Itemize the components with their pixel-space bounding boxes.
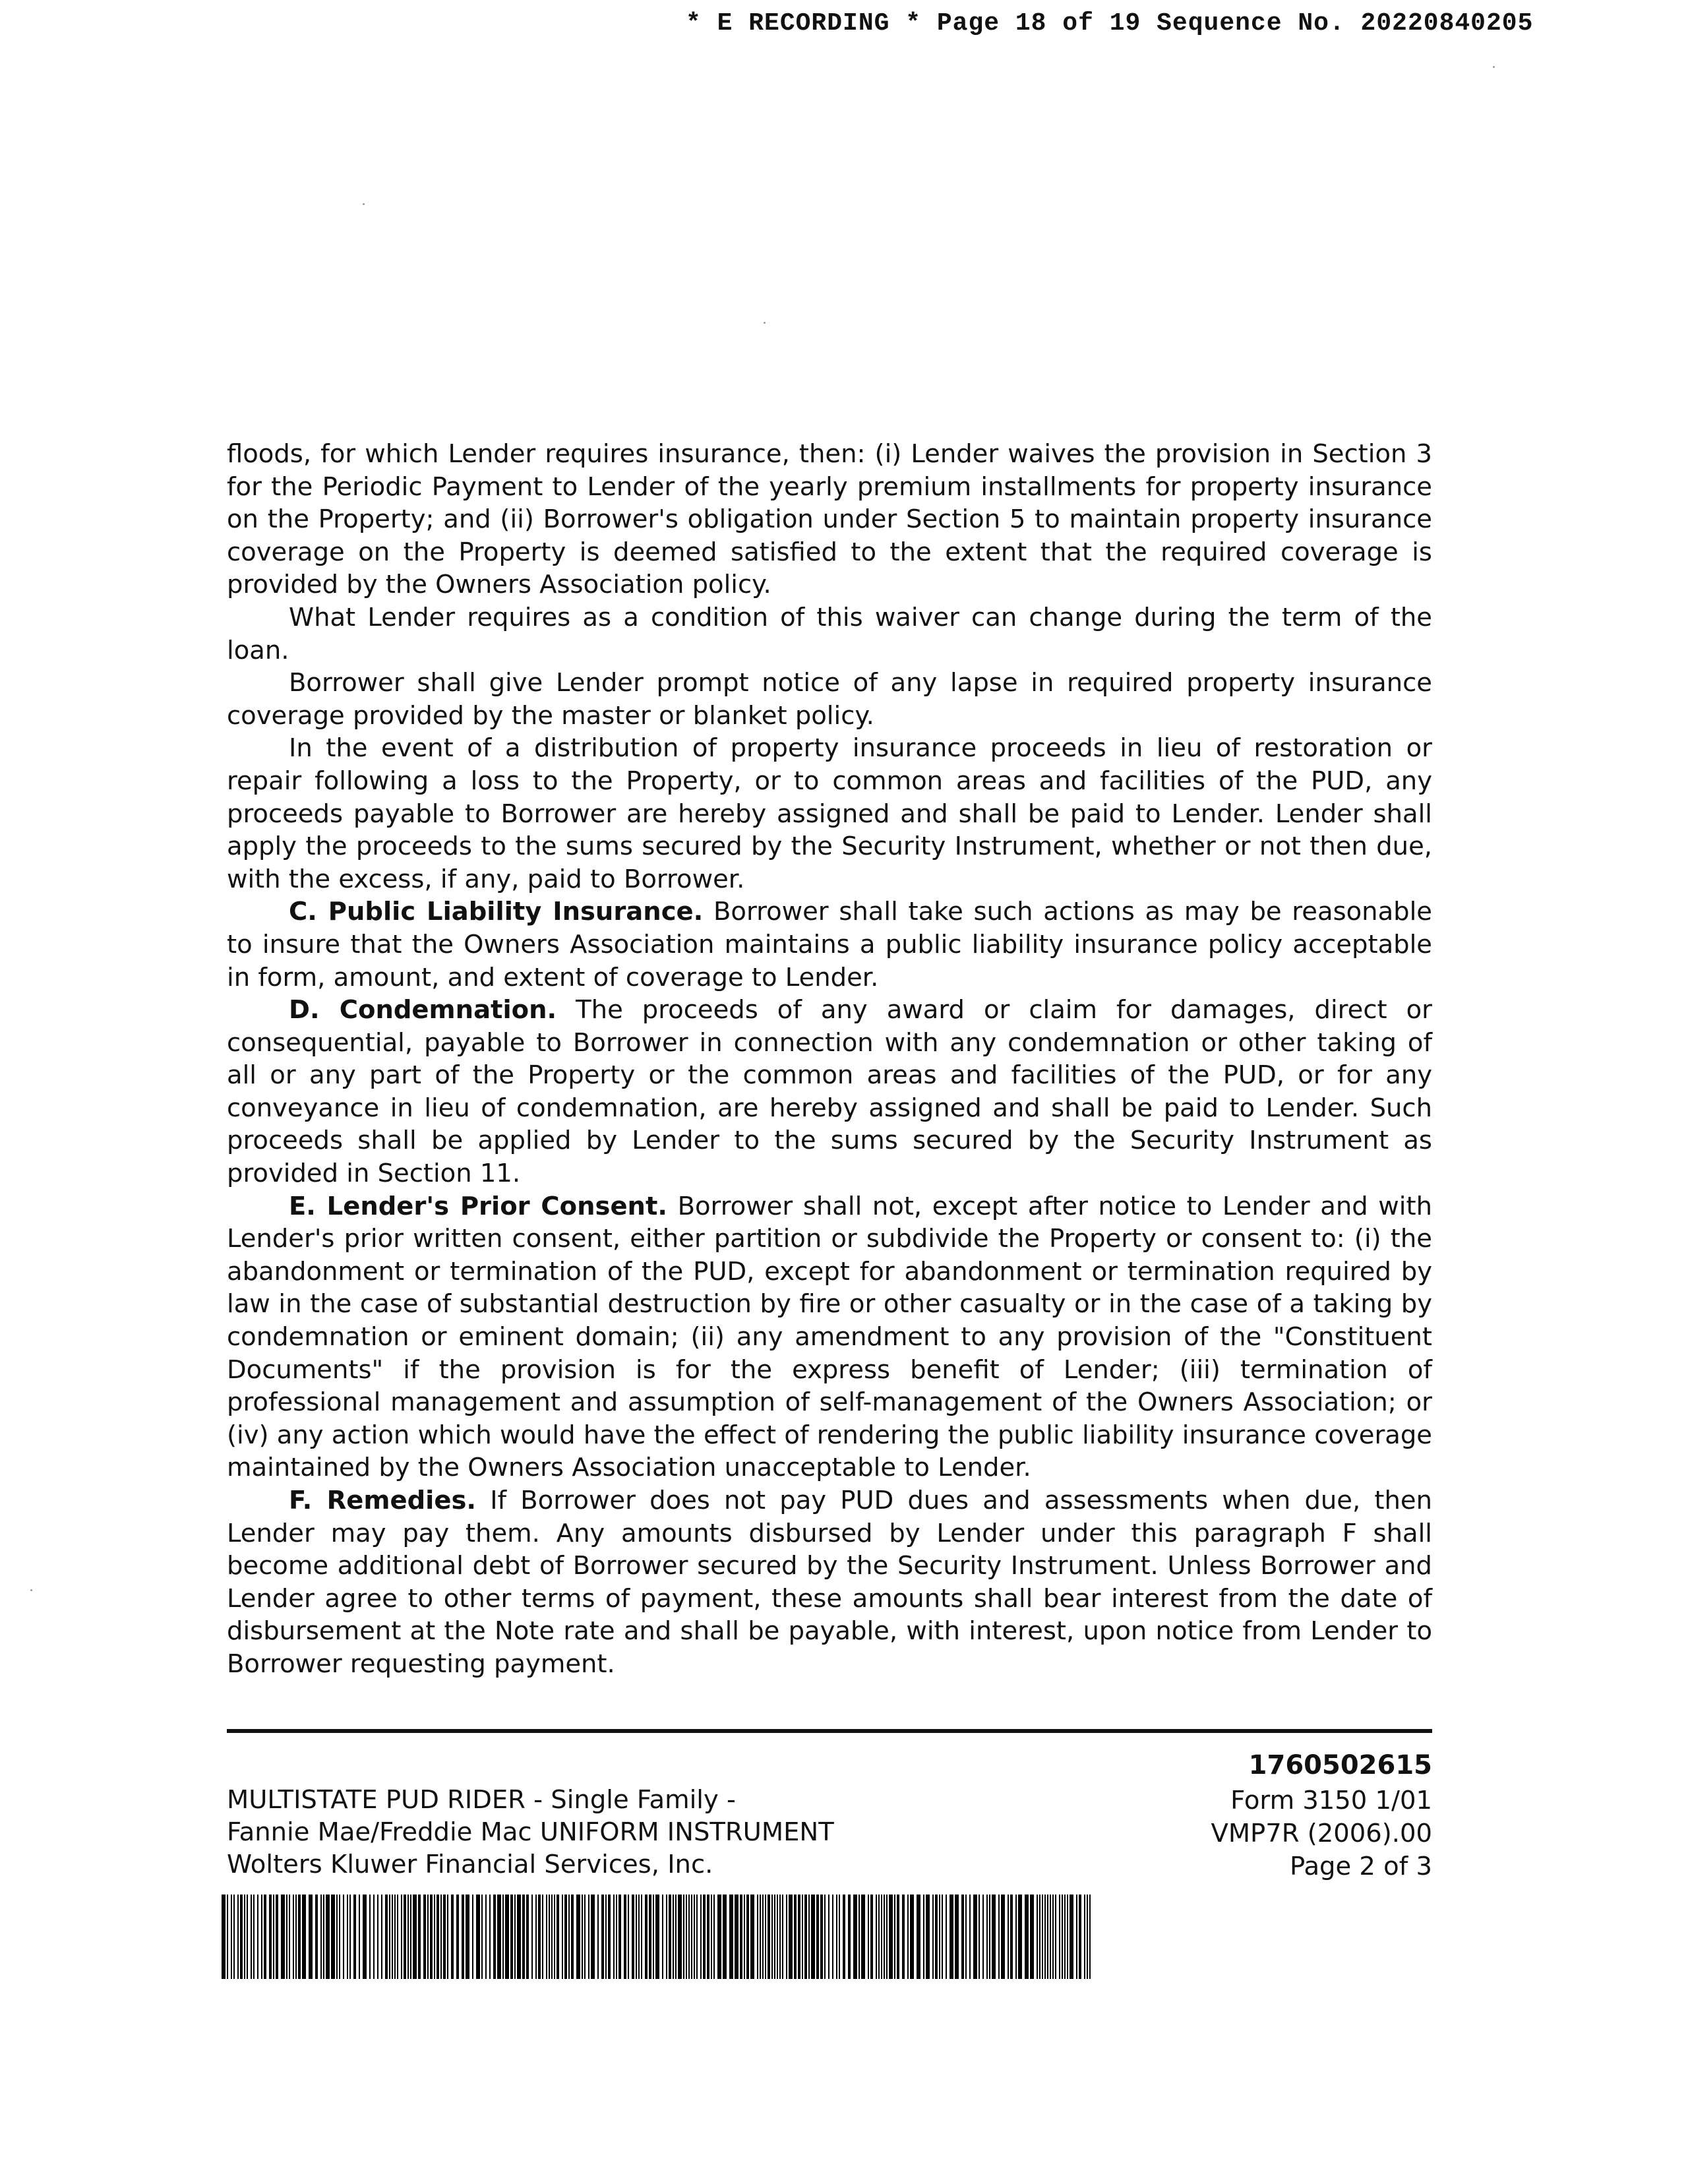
barcode-bar [816, 1895, 819, 1979]
barcode-bar [588, 1895, 589, 1979]
barcode-bar [240, 1895, 243, 1979]
paragraph-insurance-waiver: floods, for which Lender requires insurance, then: (i) Lender waives the provision in Section 3 for the Periodic Payment to Lender of the yearly premium installments for property insurance on the Property; and (ii) Borrower's obligation under Section 5 to maintain property insurance coverage on the Property is deemed satisfied to the extent that the required coverage is provided by the Owners Association policy. [227, 439, 1432, 600]
barcode-bar [861, 1895, 865, 1979]
barcode-bar [675, 1895, 677, 1979]
barcode-bar [347, 1895, 348, 1979]
barcode-bar [939, 1895, 940, 1979]
barcode-bar [686, 1895, 687, 1979]
barcode-bar [456, 1895, 459, 1979]
publisher-name: Wolters Kluwer Financial Services, Inc. [227, 1850, 713, 1879]
barcode-bar [757, 1895, 758, 1979]
barcode-bar [564, 1895, 567, 1979]
barcode-bar [244, 1895, 245, 1979]
footer-form-info [1211, 1749, 1432, 1883]
barcode-bar [1018, 1895, 1022, 1979]
barcode-bar [535, 1895, 537, 1979]
barcode-bar [1070, 1895, 1073, 1979]
barcode-bar [711, 1895, 712, 1979]
barcode-bar [1079, 1895, 1081, 1979]
barcode-bar [678, 1895, 682, 1979]
barcode-bar [510, 1895, 513, 1979]
barcode-bar [669, 1895, 671, 1979]
barcode-bar [273, 1895, 274, 1979]
barcode-bar [601, 1895, 604, 1979]
barcode-bar [802, 1895, 803, 1979]
barcode-bar [584, 1895, 586, 1979]
barcode-bar [554, 1895, 555, 1979]
barcode [222, 1895, 1095, 1979]
barcode-bar [597, 1895, 599, 1979]
barcode-bar [771, 1895, 773, 1979]
barcode-bar [1050, 1895, 1051, 1979]
barcode-bar [309, 1895, 313, 1979]
barcode-bar [628, 1895, 629, 1979]
barcode-bar [363, 1895, 367, 1979]
barcode-bar [700, 1895, 702, 1979]
barcode-bar [571, 1895, 574, 1979]
barcode-bar [531, 1895, 533, 1979]
rider-title: MULTISTATE PUD RIDER - Single Family - [227, 1785, 736, 1815]
barcode-bar [538, 1895, 541, 1979]
barcode-bar [336, 1895, 338, 1979]
loan-number: 1760502615 [1248, 1750, 1432, 1780]
barcode-bar [789, 1895, 793, 1979]
barcode-bar [1001, 1895, 1005, 1979]
barcode-bar [703, 1895, 706, 1979]
barcode-bar [1015, 1895, 1017, 1979]
barcode-bar [902, 1895, 905, 1979]
barcode-bar [546, 1895, 547, 1979]
barcode-bar [1062, 1895, 1063, 1979]
barcode-bar [1059, 1895, 1060, 1979]
barcode-bar [385, 1895, 388, 1979]
barcode-bar [418, 1895, 421, 1979]
section-f-heading: F. Remedies. [289, 1486, 477, 1515]
barcode-bar [233, 1895, 235, 1979]
barcode-bar [557, 1895, 559, 1979]
barcode-bar [713, 1895, 715, 1979]
barcode-bar [662, 1895, 663, 1979]
barcode-bar [269, 1895, 272, 1979]
barcode-bar [786, 1895, 787, 1979]
barcode-bar [794, 1895, 797, 1979]
barcode-bar [591, 1895, 595, 1979]
barcode-bar [493, 1895, 496, 1979]
barcode-bar [735, 1895, 738, 1979]
barcode-bar [369, 1895, 371, 1979]
barcode-bar [636, 1895, 637, 1979]
barcode-bar [608, 1895, 611, 1979]
barcode-bar [870, 1895, 873, 1979]
barcode-bar [430, 1895, 433, 1979]
barcode-bar [281, 1895, 285, 1979]
barcode-bar [481, 1895, 483, 1979]
barcode-bar [982, 1895, 984, 1979]
barcode-bar [723, 1895, 727, 1979]
barcode-bar [339, 1895, 340, 1979]
barcode-bar [505, 1895, 509, 1979]
barcode-bar [848, 1895, 851, 1979]
barcode-bar [836, 1895, 837, 1979]
barcode-bar [653, 1895, 654, 1979]
section-e-prior-consent [227, 1190, 1432, 1484]
barcode-bar [992, 1895, 996, 1979]
section-f-remedies [227, 1484, 1432, 1681]
barcode-bar [323, 1895, 324, 1979]
barcode-bar [264, 1895, 266, 1979]
barcode-bar [502, 1895, 504, 1979]
barcode-bar [466, 1895, 469, 1979]
barcode-bar [1008, 1895, 1009, 1979]
barcode-bar [961, 1895, 964, 1979]
barcode-bar [359, 1895, 360, 1979]
barcode-bar [782, 1895, 783, 1979]
scan-speck [30, 1589, 32, 1591]
barcode-bar [1067, 1895, 1068, 1979]
instrument-title: Fannie Mae/Freddie Mac UNIFORM INSTRUMENT [227, 1817, 834, 1847]
barcode-bar [451, 1895, 454, 1979]
barcode-bar [897, 1895, 899, 1979]
barcode-bar [691, 1895, 692, 1979]
barcode-bar [694, 1895, 695, 1979]
barcode-bar [688, 1895, 690, 1979]
barcode-bar [1037, 1895, 1038, 1979]
barcode-bar [542, 1895, 543, 1979]
barcode-bar [1044, 1895, 1046, 1979]
barcode-bar [381, 1895, 382, 1979]
barcode-bar [935, 1895, 938, 1979]
barcode-bar [331, 1895, 335, 1979]
barcode-bar [276, 1895, 278, 1979]
barcode-bar [632, 1895, 634, 1979]
barcode-bar [251, 1895, 252, 1979]
barcode-bar [1087, 1895, 1088, 1979]
barcode-bar [517, 1895, 521, 1979]
section-d-heading: D. Condemnation. [289, 995, 557, 1025]
barcode-bar [489, 1895, 491, 1979]
barcode-bar [762, 1895, 764, 1979]
barcode-bar [237, 1895, 239, 1979]
barcode-bar [989, 1895, 990, 1979]
barcode-bar [946, 1895, 947, 1979]
barcode-bar [423, 1895, 426, 1979]
barcode-bar [253, 1895, 255, 1979]
barcode-bar [261, 1895, 262, 1979]
barcode-bar [876, 1895, 877, 1979]
section-c-public-liability [227, 895, 1432, 994]
barcode-bar [562, 1895, 563, 1979]
barcode-bar [884, 1895, 885, 1979]
barcode-bar [917, 1895, 920, 1979]
barcode-bar [413, 1895, 417, 1979]
barcode-bar [878, 1895, 880, 1979]
barcode-bar [820, 1895, 823, 1979]
barcode-bar [859, 1895, 860, 1979]
barcode-bar [750, 1895, 754, 1979]
paragraph-lapse-notice: Borrower shall give Lender prompt notice of any lapse in required property insurance coverage provided by the master or blanket policy. [227, 668, 1432, 731]
barcode-bar [514, 1895, 516, 1979]
barcode-bar [624, 1895, 626, 1979]
barcode-bar [666, 1895, 667, 1979]
barcode-bar [1047, 1895, 1048, 1979]
barcode-bar [397, 1895, 398, 1979]
section-c-heading: C. Public Liability Insurance. [289, 897, 704, 927]
barcode-bar [910, 1895, 914, 1979]
barcode-bar [779, 1895, 781, 1979]
paragraph-insurance-proceeds: In the event of a distribution of property insurance proceeds in lieu of restoration or repair following a loss to the Property, or to common areas and facilities of the PUD, any proceeds payable to Borrower are hereby assigned and shall be paid to Lender. Lender shall apply the proceeds to the sums secured by the Security Instrument, whether or not then due, with the excess, if any, paid to Borrower. [227, 733, 1432, 894]
barcode-bar [973, 1895, 977, 1979]
barcode-bar [231, 1895, 232, 1979]
barcode-bar [886, 1895, 888, 1979]
barcode-bar [969, 1895, 971, 1979]
barcode-bar [485, 1895, 487, 1979]
barcode-bar [227, 1895, 228, 1979]
barcode-bar [765, 1895, 766, 1979]
barcode-bar [392, 1895, 393, 1979]
section-c-text: Borrower shall take such actions as may be reasonable to insure that the Owners Association maintains a public liability insurance policy acceptable in form, amount, and extent of coverage to Lender. [227, 897, 1432, 992]
barcode-bar [832, 1895, 833, 1979]
barcode-bar [582, 1895, 583, 1979]
barcode-bar [881, 1895, 882, 1979]
barcode-bar [349, 1895, 351, 1979]
barcode-bar [447, 1895, 448, 1979]
barcode-bar [649, 1895, 651, 1979]
barcode-bar [1084, 1895, 1085, 1979]
barcode-bar [729, 1895, 733, 1979]
barcode-bar [437, 1895, 439, 1979]
barcode-bar [932, 1895, 934, 1979]
barcode-bar [1052, 1895, 1054, 1979]
barcode-bar [315, 1895, 318, 1979]
barcode-bar [302, 1895, 306, 1979]
barcode-bar [1025, 1895, 1029, 1979]
barcode-bar [257, 1895, 258, 1979]
barcode-bar [1030, 1895, 1034, 1979]
barcode-bar [293, 1895, 294, 1979]
barcode-bar [389, 1895, 390, 1979]
barcode-bar [576, 1895, 580, 1979]
scan-speck [1493, 66, 1495, 68]
barcode-bar [798, 1895, 800, 1979]
barcode-bar [289, 1895, 290, 1979]
barcode-bar [746, 1895, 749, 1979]
barcode-bar [353, 1895, 356, 1979]
footer-instrument-info [227, 1784, 834, 1881]
barcode-bar [549, 1895, 550, 1979]
barcode-bar [641, 1895, 642, 1979]
barcode-bar [616, 1895, 617, 1979]
barcode-bar [462, 1895, 464, 1979]
barcode-bar [808, 1895, 810, 1979]
barcode-bar [247, 1895, 248, 1979]
barcode-bar [907, 1895, 909, 1979]
page-number: Page 2 of 3 [1289, 1852, 1432, 1881]
barcode-bar [979, 1895, 980, 1979]
barcode-bar [804, 1895, 807, 1979]
barcode-bar [343, 1895, 344, 1979]
section-f-text: If Borrower does not pay PUD dues and assessments when due, then Lender may pay them. Any amounts disbursed by Lender under this paragraph F shall become additional debt of Borrower secured by the Security Instrument. Unless Borrower and Lender agree to other terms of payment, these amounts shall bear interest from the date of disbursement at the Note rate and shall be payable, with interest, upon notice from Lender to Borrower requesting payment. [227, 1486, 1432, 1679]
barcode-bar [950, 1895, 953, 1979]
barcode-bar [326, 1895, 330, 1979]
barcode-bar [286, 1895, 287, 1979]
barcode-bar [965, 1895, 967, 1979]
barcode-bar [889, 1895, 893, 1979]
paragraph-waiver-conditions: What Lender requires as a condition of this waiver can change during the term of the loan. [227, 602, 1432, 665]
barcode-bar [1042, 1895, 1043, 1979]
barcode-bar [955, 1895, 959, 1979]
barcode-bar [1064, 1895, 1066, 1979]
barcode-bar [1010, 1895, 1013, 1979]
barcode-bar [942, 1895, 943, 1979]
barcode-bar [526, 1895, 529, 1979]
barcode-bar [443, 1895, 446, 1979]
barcode-bar [774, 1895, 775, 1979]
rider-body [227, 438, 1432, 1681]
barcode-bar [986, 1895, 988, 1979]
barcode-bar [1089, 1895, 1091, 1979]
barcode-bar [410, 1895, 411, 1979]
barcode-bar [760, 1895, 761, 1979]
barcode-bar [998, 1895, 1000, 1979]
barcode-bar [923, 1895, 924, 1979]
barcode-bar [222, 1895, 226, 1979]
barcode-bar [497, 1895, 501, 1979]
barcode-bar [824, 1895, 826, 1979]
barcode-bar [717, 1895, 721, 1979]
barcode-bar [744, 1895, 745, 1979]
barcode-bar [427, 1895, 429, 1979]
section-d-condemnation [227, 994, 1432, 1190]
scan-speck [363, 203, 365, 205]
barcode-bar [320, 1895, 322, 1979]
barcode-bar [1039, 1895, 1040, 1979]
barcode-bar [394, 1895, 396, 1979]
barcode-bar [568, 1895, 570, 1979]
barcode-bar [839, 1895, 840, 1979]
barcode-bar [696, 1895, 698, 1979]
section-e-text: Borrower shall not, except after notice to Lender and with Lender's prior written consent, either partition or subdivide the Property or consent to: (i) the abandonment or termination of the PUD, except for abandonment or termination required by law in the case of substantial destruction by fire or other casualty or in the case of a taking by condemnation or eminent domain; (ii) any amendment to any provision of the "Constituent Documents" if the provision is for the express benefit of Lender; (iii) termination of professional management and assumption of self-management of the Owners Association; or (iv) any action which would have the effect of rendering the public liability insurance coverage maintained by the Owners Association unacceptable to Lender. [227, 1191, 1432, 1483]
barcode-bar [683, 1895, 684, 1979]
barcode-bar [613, 1895, 615, 1979]
barcode-bar [740, 1895, 742, 1979]
barcode-bar [655, 1895, 659, 1979]
barcode-bar [868, 1895, 869, 1979]
barcode-bar [476, 1895, 480, 1979]
barcode-bar [401, 1895, 402, 1979]
recording-stamp: * E RECORDING * Page 18 of 19 Sequence No. 20220840205 [686, 9, 1534, 38]
barcode-bar [1055, 1895, 1056, 1979]
section-d-text: The proceeds of any award or claim for damages, direct or consequential, payable to Borrower in connection with any condemnation or other taking of all or any part of the Property or the common areas and facilities of the PUD, or for any conveyance in lieu of condemnation, are hereby assigned and shall be paid to Lender. Such proceeds shall be applied by Lender to the sums secured by the Security Instrument as provided in Section 11. [227, 995, 1432, 1189]
scan-speck [764, 322, 766, 324]
barcode-bar [707, 1895, 709, 1979]
barcode-bar [645, 1895, 648, 1979]
barcode-bar [298, 1895, 301, 1979]
form-number: Form 3150 1/01 [1230, 1786, 1432, 1815]
barcode-bar [373, 1895, 375, 1979]
barcode-bar [522, 1895, 525, 1979]
barcode-bar [777, 1895, 778, 1979]
barcode-bar [377, 1895, 378, 1979]
barcode-bar [828, 1895, 829, 1979]
barcode-bar [407, 1895, 409, 1979]
barcode-bar [811, 1895, 815, 1979]
vmp-code: VMP7R (2006).00 [1211, 1819, 1432, 1848]
barcode-bar [551, 1895, 553, 1979]
barcode-bar [472, 1895, 473, 1979]
barcode-bar [440, 1895, 442, 1979]
barcode-bar [673, 1895, 674, 1979]
barcode-bar [618, 1895, 621, 1979]
barcode-bar [1076, 1895, 1077, 1979]
barcode-bar [404, 1895, 406, 1979]
barcode-bar [926, 1895, 930, 1979]
section-e-heading: E. Lender's Prior Consent. [289, 1191, 667, 1221]
barcode-bar [605, 1895, 607, 1979]
barcode-bar [434, 1895, 435, 1979]
barcode-bar [295, 1895, 297, 1979]
barcode-bar [638, 1895, 640, 1979]
barcode-bar [894, 1895, 895, 1979]
barcode-bar [853, 1895, 857, 1979]
barcode-bar [843, 1895, 845, 1979]
footer-divider [227, 1729, 1432, 1733]
barcode-bar [768, 1895, 770, 1979]
